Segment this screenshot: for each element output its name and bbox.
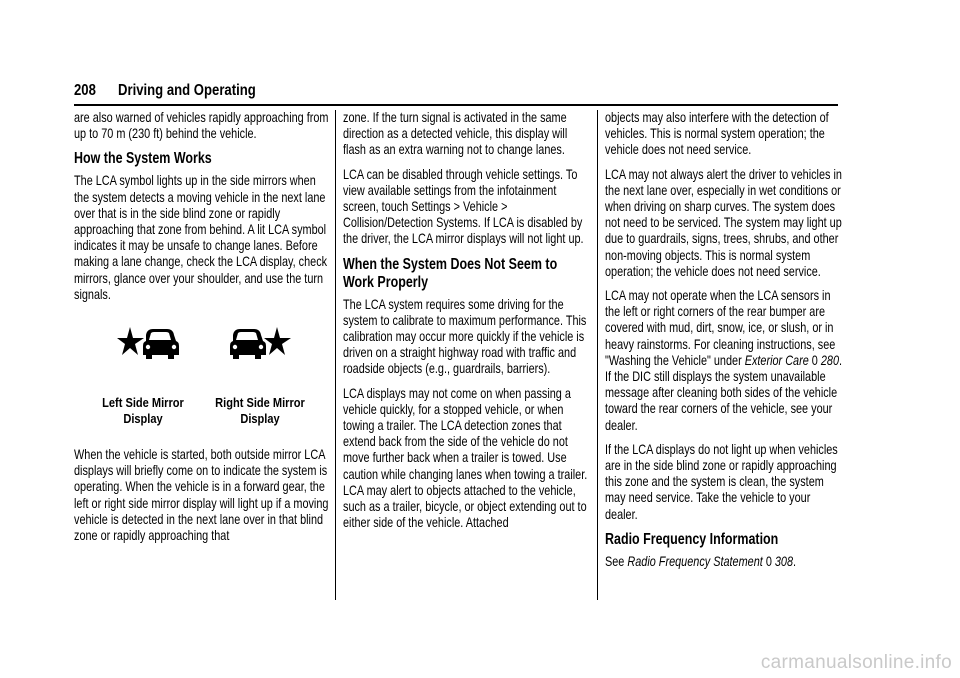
exterior-care-link[interactable]: Exterior Care — [744, 352, 809, 368]
paragraph: LCA displays may not come on when passing a vehicle quickly, for a stopped vehicle, or when towing a trailer. The LCA detection zones that extend back from the side of the vehicle do not move further back when a trailer is towed. Use caution while changing lanes when towing a trailer. LCA may alert to objects attached to the vehicle, such as a trailer, bicycle, or object extending out to either side of the vehicle. Attached — [343, 385, 588, 531]
heading-how-system-works: How the System Works — [74, 150, 212, 168]
left-mirror-lca-icon — [116, 325, 180, 361]
text: . If the DIC still displays the system unavailable message after cleaning both sides of the vehicle toward the rear corners of the vehicle, see your dealer. — [605, 352, 843, 433]
column-2 — [343, 110, 591, 539]
heading-not-work-properly: When the System Does Not Seem to Work Properly — [343, 255, 558, 291]
page-number: 208 — [74, 82, 96, 99]
paragraph: zone. If the turn signal is activated in the same direction as a detected vehicle, this display will flash as an extra warning not to change lanes. — [343, 110, 568, 158]
right-mirror-lca-icon — [229, 325, 293, 361]
text: See — [605, 553, 628, 569]
caption-left-mirror: Left Side Mirror Display — [102, 395, 184, 427]
column-divider — [597, 110, 598, 600]
column-1 — [74, 110, 330, 552]
paragraph: The LCA symbol lights up in the side mirrors when the system detects a moving vehicle in the next lane over that is in the side blind zone or rapidly approaching that zone from behind. A lit LCA symbol indicates it may be unsafe to change lanes. Before making a lane change, check the LCA display, check mirrors, glance over your shoulder, and use the turn signals. — [74, 173, 328, 302]
page-ref-arrow: 0 — [765, 553, 772, 569]
page-ref[interactable]: 308 — [774, 553, 794, 569]
paragraph: If the LCA displays do not light up when vehicles are in the side blind zone or rapidly approaching this zone and the system is clean, the system may need service. Take the vehicle to your dealer. — [605, 441, 838, 522]
page-ref[interactable]: 280 — [820, 352, 840, 368]
heading-radio-frequency: Radio Frequency Information — [605, 530, 779, 548]
column-divider — [335, 110, 336, 600]
paragraph: LCA may not always alert the driver to vehicles in the next lane over, especially in wet conditions or when driving on sharp curves. The system does not need to be serviced. The system may light up due to guardrails, signs, trees, shrubs, and other non-moving objects. This is normal system operation; the vehicle does not need service. — [605, 166, 842, 279]
column-3 — [605, 110, 845, 578]
page-header — [74, 82, 838, 106]
text: LCA may not operate when the LCA sensors in the left or right corners of the rear bumper are covered with mud, dirt, snow, ice, or slush, or in heavy rainstorms. For cleaning instructions, see "Washing the Vehicle" under — [605, 288, 836, 368]
watermark: carmanualsonline.info — [760, 652, 952, 673]
paragraph: objects may also interfere with the detection of vehicles. This is normal system operation; the vehicle does not need service. — [605, 110, 829, 158]
paragraph — [605, 554, 845, 570]
mirror-display-figure — [74, 325, 330, 437]
paragraph: are also warned of vehicles rapidly approaching from up to 70 m (230 ft) behind the vehicle. — [74, 110, 329, 142]
text: . — [793, 553, 797, 569]
paragraph — [605, 288, 845, 434]
paragraph: LCA can be disabled through vehicle settings. To view available settings from the infotainment screen, touch Settings > Vehicle > Collision/Detection Systems. If LCA is disabled by the driver, the LCA mirror displays will not light up. — [343, 166, 584, 247]
caption-right-mirror: Right Side Mirror Display — [215, 395, 305, 427]
radio-frequency-link[interactable]: Radio Frequency Statement — [627, 553, 763, 569]
section-title: Driving and Operating — [118, 82, 256, 99]
paragraph: When the vehicle is started, both outside mirror LCA displays will briefly come on to indicate the system is operating. When the vehicle is in a forward gear, the left or right side mirror display will light up if a moving vehicle is detected in the next lane over in that blind zone or rapidly approaching that — [74, 447, 329, 544]
page-ref-arrow: 0 — [811, 352, 818, 368]
paragraph: The LCA system requires some driving for the system to calibrate to maximum performance. This calibration may occur more quickly if the vehicle is driven on a straight highway road with traffic and roadside objects (e.g., guardrails, barriers). — [343, 296, 587, 377]
